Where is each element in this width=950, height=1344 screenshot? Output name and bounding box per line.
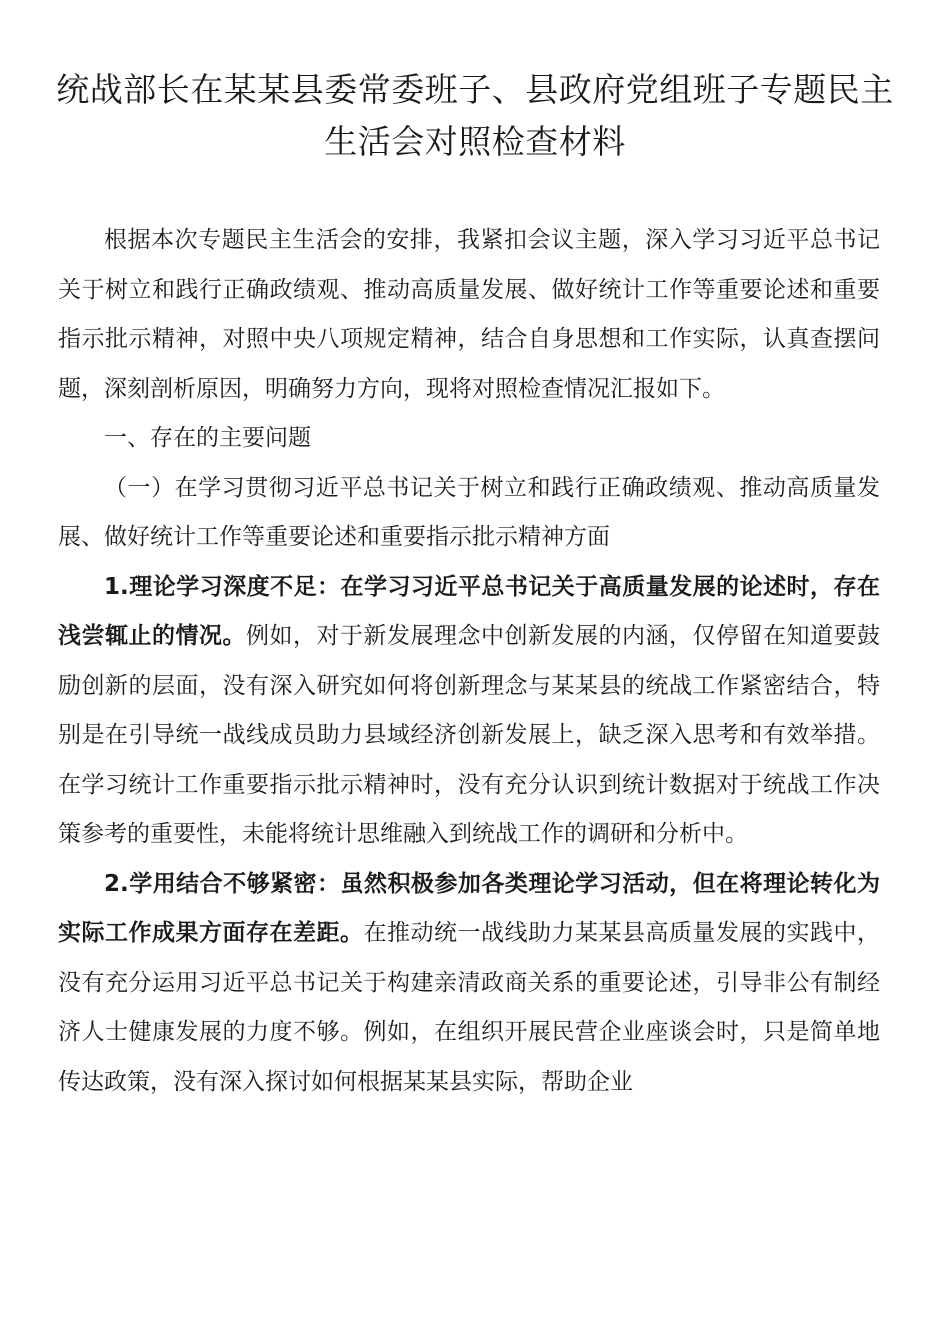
section-heading: 一、存在的主要问题 (104, 425, 311, 451)
item-2-text: 在推动统一战线助力某某县高质量发展的实践中，没有充分运用习近平总书记关于构建亲清政商关系的重要论述，引导非公有制经济人士健康发展的力度不够。例如，在组织开展民营企业座谈会时，只是简单地传达政策，没有深入探讨如何根据某某县实际，帮助企业 (58, 920, 880, 1095)
item-paragraph-1 (58, 563, 880, 860)
document-body (58, 216, 880, 1107)
document-title: 统战部长在某某县委常委班子、县政府党组班子专题民主生活会对照检查材料 (56, 70, 894, 161)
item-2-bold-lead: 2.学用结合不够紧密：虽然积极参加各类理论学习活动，但在将理论转化为实际工作成果方面存在差距。 (58, 870, 880, 946)
item-1-text: 例如，对于新发展理念中创新发展的内涵，仅停留在知道要鼓励创新的层面，没有深入研究如何将创新理念与某某县的统战工作紧密结合，特别是在引导统一战线成员助力县域经济创新发展上，缺乏深入思考和有效举措。在学习统计工作重要指示批示精神时，没有充分认识到统计数据对于统战工作决策参考的重要性，未能将统计思维融入到统战工作的调研和分析中。 (58, 623, 880, 847)
item-paragraph-2 (58, 860, 880, 1108)
subsection-heading: （一）在学习贯彻习近平总书记关于树立和践行正确政绩观、推动高质量发展、做好统计工作等重要论述和重要指示批示精神方面 (58, 474, 880, 550)
intro-paragraph: 根据本次专题民主生活会的安排，我紧扣会议主题，深入学习习近平总书记关于树立和践行正确政绩观、推动高质量发展、做好统计工作等重要论述和重要指示批示精神，对照中央八项规定精神，结合自身思想和工作实际，认真查摆问题，深刻剖析原因，明确努力方向，现将对照检查情况汇报如下。 (58, 227, 880, 402)
item-1-bold-lead: 1.理论学习深度不足：在学习习近平总书记关于高质量发展的论述时，存在浅尝辄止的情况。 (58, 573, 880, 649)
